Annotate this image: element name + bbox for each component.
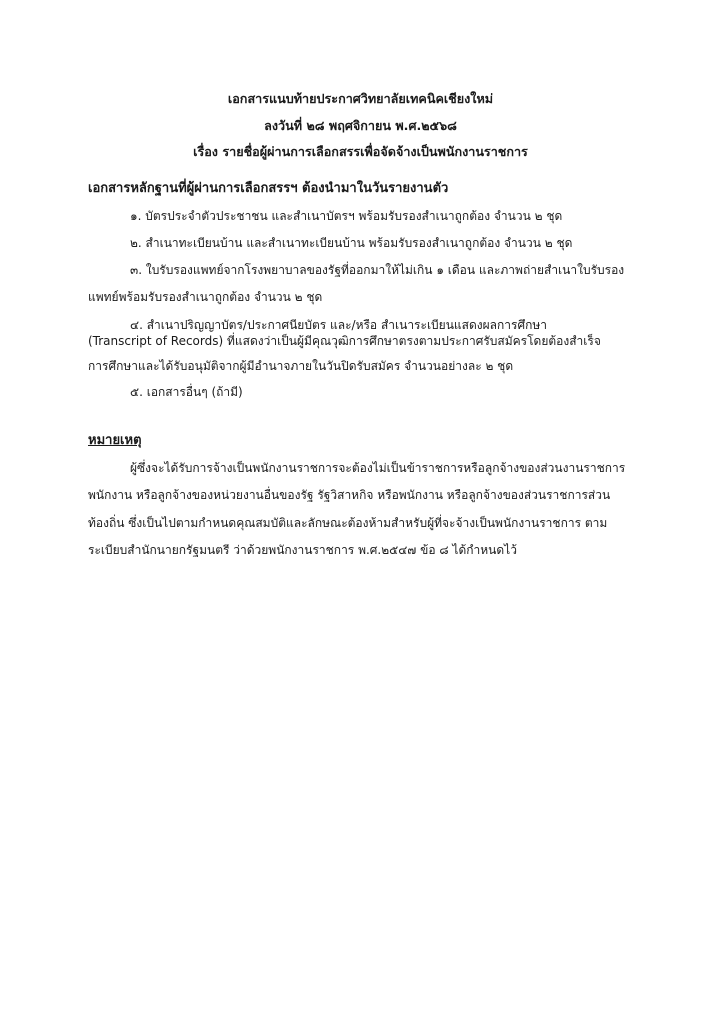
- document-item-3-line-1: ๓. ใบรับรองแพทย์จากโรงพยาบาลของรัฐที่ออกมาให้ไม่เกิน ๑ เดือน และภาพถ่ายสำเนาใบรับรอง: [130, 263, 625, 277]
- document-item-4-line-3: การศึกษาและได้รับอนุมัติจากผู้มีอำนาจภายในวันปิดรับสมัคร จำนวนอย่างละ ๒ ชุด: [88, 359, 514, 373]
- document-item-4-line-1: ๔. สำเนาปริญญาบัตร/ประกาศนียบัตร และ/หรือ สำเนาระเบียนแสดงผลการศึกษา: [130, 318, 547, 332]
- document-item-5: ๕. เอกสารอื่นๆ (ถ้ามี): [130, 385, 243, 399]
- remarks-line-3: ท้องถิ่น ซึ่งเป็นไปตามกำหนดคุณสมบัติและลักษณะต้องห้ามสำหรับผู้ที่จะจ้างเป็นพนักงานราชการ ตาม: [88, 516, 608, 530]
- document-item-4-line-2: (Transcript of Records) ที่แสดงว่าเป็นผู้มีคุณวุฒิการศึกษาตรงตามประกาศรับสมัครโดยต้องสำเร็จ: [88, 334, 601, 348]
- header-date: ลงวันที่ ๒๘ พฤศจิกายน พ.ศ.๒๕๖๘: [264, 118, 457, 133]
- remarks-line-2: พนักงาน หรือลูกจ้างของหน่วยงานอื่นของรัฐ รัฐวิสาหกิจ หรือพนักงาน หรือลูกจ้างของส่วนราชการส่วน: [88, 488, 611, 502]
- remarks-line-1: ผู้ซึ่งจะได้รับการจ้างเป็นพนักงานราชการจะต้องไม่เป็นข้าราชการหรือลูกจ้างของส่วนงานราชการ: [130, 461, 626, 475]
- remarks-heading: หมายเหตุ: [88, 433, 142, 448]
- header-title: เอกสารแนบท้ายประกาศวิทยาลัยเทคนิคเชียงใหม่: [227, 91, 494, 106]
- document-item-1: ๑. บัตรประจำตัวประชาชน และสำเนาบัตรฯ พร้อมรับรองสำเนาถูกต้อง จำนวน ๒ ชุด: [130, 209, 563, 223]
- document-item-2: ๒. สำเนาทะเบียนบ้าน และสำเนาทะเบียนบ้าน พร้อมรับรองสำเนาถูกต้อง จำนวน ๒ ชุด: [130, 236, 573, 250]
- header-subject: เรื่อง รายชื่อผู้ผ่านการเลือกสรรเพื่อจัดจ้างเป็นพนักงานราชการ: [193, 144, 528, 159]
- documents-heading: เอกสารหลักฐานที่ผู้ผ่านการเลือกสรรฯ ต้องนำมาในวันรายงานตัว: [88, 181, 449, 196]
- document-item-3-line-2: แพทย์พร้อมรับรองสำเนาถูกต้อง จำนวน ๒ ชุด: [88, 290, 323, 304]
- remarks-line-4: ระเบียบสำนักนายกรัฐมนตรี ว่าด้วยพนักงานราชการ พ.ศ.๒๕๔๗ ข้อ ๘ ได้กำหนดไว้: [88, 543, 517, 557]
